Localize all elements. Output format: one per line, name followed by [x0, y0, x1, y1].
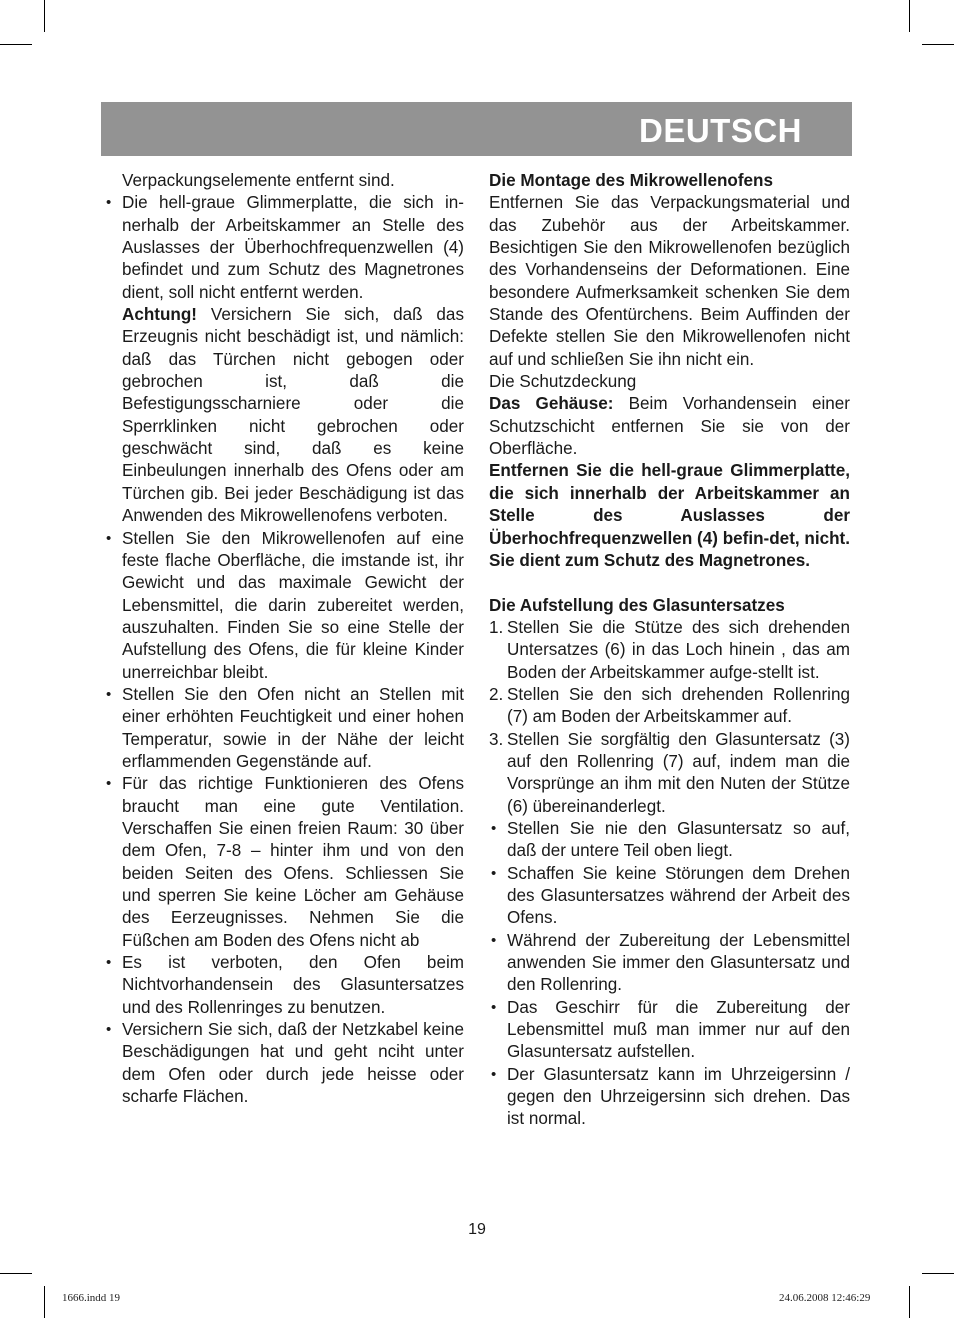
bullet-item — [489, 818, 850, 863]
indented-paragraph — [104, 170, 464, 192]
crop-mark — [44, 1286, 45, 1318]
right-column — [489, 170, 850, 1131]
bullet-marker: • — [106, 194, 112, 212]
subheading — [489, 371, 850, 393]
section-heading — [489, 595, 850, 617]
page-title: DEUTSCH — [638, 112, 802, 149]
bullet-marker: • — [106, 954, 112, 972]
numbered-step — [489, 684, 850, 729]
bullet-item — [104, 1019, 464, 1108]
file-slug: 1666.indd 19 — [62, 1292, 121, 1304]
left-column — [104, 170, 464, 1108]
bullet-marker: • — [491, 1065, 497, 1083]
crop-mark — [922, 44, 954, 45]
bullet-marker: • — [106, 1021, 112, 1039]
language-header-band — [101, 102, 852, 156]
section-heading — [489, 170, 850, 192]
paragraph-text: Es ist verboten, den Ofen beim Nichtvorhandensein des Glasuntersatzes und des Rollenringes zu benutzen. — [122, 953, 464, 1017]
step-number: 3. — [489, 729, 504, 749]
page-number: 19 — [468, 1221, 486, 1238]
bullet-item — [104, 952, 464, 1019]
emphasis-label: Das Gehäuse: — [489, 394, 614, 414]
indented-paragraph — [104, 304, 464, 527]
paragraph — [489, 393, 850, 460]
paragraph-text: Versichern Sie sich, daß das Erzeugnis nicht beschädigt ist, und nämlich: daß das Türchen nicht gebogen oder gebrochen ist, daß die Befestigungsscharniere oder die Sperrklinken nicht gebrochen oder geschwächt sind, daß es keine Einbeulungen innerhalb des Ofens oder am Türchen gib. Bei jeder Beschädigung ist das Anwenden des Mikrowellenofens verboten. — [122, 305, 464, 526]
crop-mark — [909, 0, 910, 32]
paragraph-text: Beim Vorhandensein einer Schutzschicht entfernen Sie sie von der Oberfläche. — [489, 394, 850, 459]
bullet-item — [489, 997, 850, 1064]
crop-mark — [0, 44, 32, 45]
paragraph-text: Entfernen Sie das Verpackungsmaterial und das Zubehör aus der Arbeitskammer. Besichtigen Sie den Mikrowellenofen bezüglich des Vorhandenseins der Deformationen. Eine besondere Aufmerksamkeit schenken Sie dem Stande des Ofentürchens. Beim Auffinden der Defekte stellen Sie den Mikrowellenofen nicht auf und schließen Sie ihn nicht ein. — [489, 193, 850, 369]
bullet-item — [489, 930, 850, 997]
paragraph-text: Die hell-graue Glimmerplatte, die sich in-nerhalb der Arbeitskammer an Stelle des Auslasses der Überhochfrequenzwellen (4) befindet und zum Schutz des Magnetrones dient, soll nicht entfernt werden. — [122, 193, 464, 302]
paragraph-text: Versichern Sie sich, daß der Netzkabel keine Beschädigungen hat und geht nciht unter dem Ofen oder durch jede heisse oder scharfe Flächen. — [122, 1020, 464, 1107]
bullet-item — [104, 684, 464, 773]
bullet-marker: • — [491, 998, 497, 1016]
paragraph-text: Stellen Sie nie den Glasuntersatz so auf, daß der untere Teil oben liegt. — [507, 818, 850, 861]
paragraph-text: Die Aufstellung des Glasuntersatzes — [489, 595, 785, 615]
crop-mark — [0, 1273, 32, 1274]
paragraph-text: Stellen Sie sorgfältig den Glasuntersatz (3) auf den Rollenring (7) auf, indem man die Vorsprünge an ihm mit den Nuten der Stütze (6) übereinanderlegt. — [507, 729, 850, 816]
paragraph-text: Für das richtige Funktionieren des Ofens braucht man eine gute Ventilation. Verschaffen Sie einen freien Raum: 30 über dem Ofen, 7-8 – hinter ihm und von den beiden Seiten des Ofens. Schliessen Sie und sperren Sie keine Löcher am Gehäuse des Eerzeugnisses. Nehmen Sie die Füßchen am Boden des Ofens nicht ab — [122, 774, 464, 950]
bullet-marker: • — [106, 529, 112, 547]
bullet-item — [489, 863, 850, 930]
numbered-step — [489, 729, 850, 818]
date-slug: 24.06.2008 12:46:29 — [779, 1292, 871, 1304]
bullet-marker: • — [106, 685, 112, 703]
emphasis-label: Achtung! — [122, 305, 198, 325]
paragraph-text: Entfernen Sie die hell-graue Glimmerplatte, die sich innerhalb der Arbeitskammer an Stelle des Auslasses der Überhochfrequenzwellen (4) befin-det, nicht. Sie dient zum Schutz des Magnetrones. — [489, 461, 850, 570]
paragraph-text: Stellen Sie den sich drehenden Rollenring (7) am Boden der Arbeitskammer auf. — [507, 684, 850, 727]
bullet-item — [104, 528, 464, 684]
bullet-item — [104, 192, 464, 304]
bullet-item — [104, 773, 464, 952]
paragraph-text: Die Montage des Mikrowellenofens — [489, 171, 773, 190]
paragraph-text: Der Glasuntersatz kann im Uhrzeigersinn / gegen den Uhrzeigersinn sich drehen. Das ist normal. — [507, 1064, 850, 1129]
crop-mark — [922, 1273, 954, 1274]
crop-mark — [909, 1286, 910, 1318]
bullet-marker: • — [106, 775, 112, 793]
paragraph-text: Stellen Sie den Mikrowellenofen auf eine feste flache Oberfläche, die imstande ist, ihr Gewicht und das maximale Gewicht der Lebensmittel, die darin zubereitet werden, auszuhalten. Finden Sie so eine Stelle der Aufstellung des Ofens, die für kleine Kinder unerreichbar bleibt. — [122, 528, 464, 682]
spacer — [489, 572, 850, 594]
bullet-marker: • — [491, 931, 497, 949]
paragraph — [489, 192, 850, 371]
step-number: 1. — [489, 617, 504, 637]
bullet-marker: • — [491, 864, 497, 882]
paragraph-text: Verpackungselemente entfernt sind. — [122, 171, 395, 190]
paragraph-text: Das Geschirr für die Zubereitung der Lebensmittel muß man immer nur auf den Glasuntersatz aufstellen. — [507, 997, 850, 1062]
paragraph-text: Stellen Sie den Ofen nicht an Stellen mit einer erhöhten Feuchtigkeit und einer hohen Temperatur, sowie in der Nähe der leicht erflammenden Gegenstände auf. — [122, 684, 464, 771]
paragraph-text: Während der Zubereitung der Lebensmittel anwenden Sie immer den Glasuntersatz und den Rollenring. — [507, 930, 850, 995]
paragraph-text: Schaffen Sie keine Störungen dem Drehen des Glasuntersatzes während der Arbeit des Ofens. — [507, 863, 850, 928]
bullet-marker: • — [491, 819, 497, 837]
numbered-step — [489, 617, 850, 684]
crop-mark — [44, 0, 45, 32]
warning-paragraph — [489, 460, 850, 572]
paragraph-text: Stellen Sie die Stütze des sich drehenden Untersatzes (6) in das Loch hinein , das am Boden der Arbeitskammer aufge-stellt ist. — [507, 617, 850, 682]
bullet-item — [489, 1064, 850, 1131]
step-number: 2. — [489, 684, 504, 704]
paragraph-text: Die Schutzdeckung — [489, 372, 637, 392]
